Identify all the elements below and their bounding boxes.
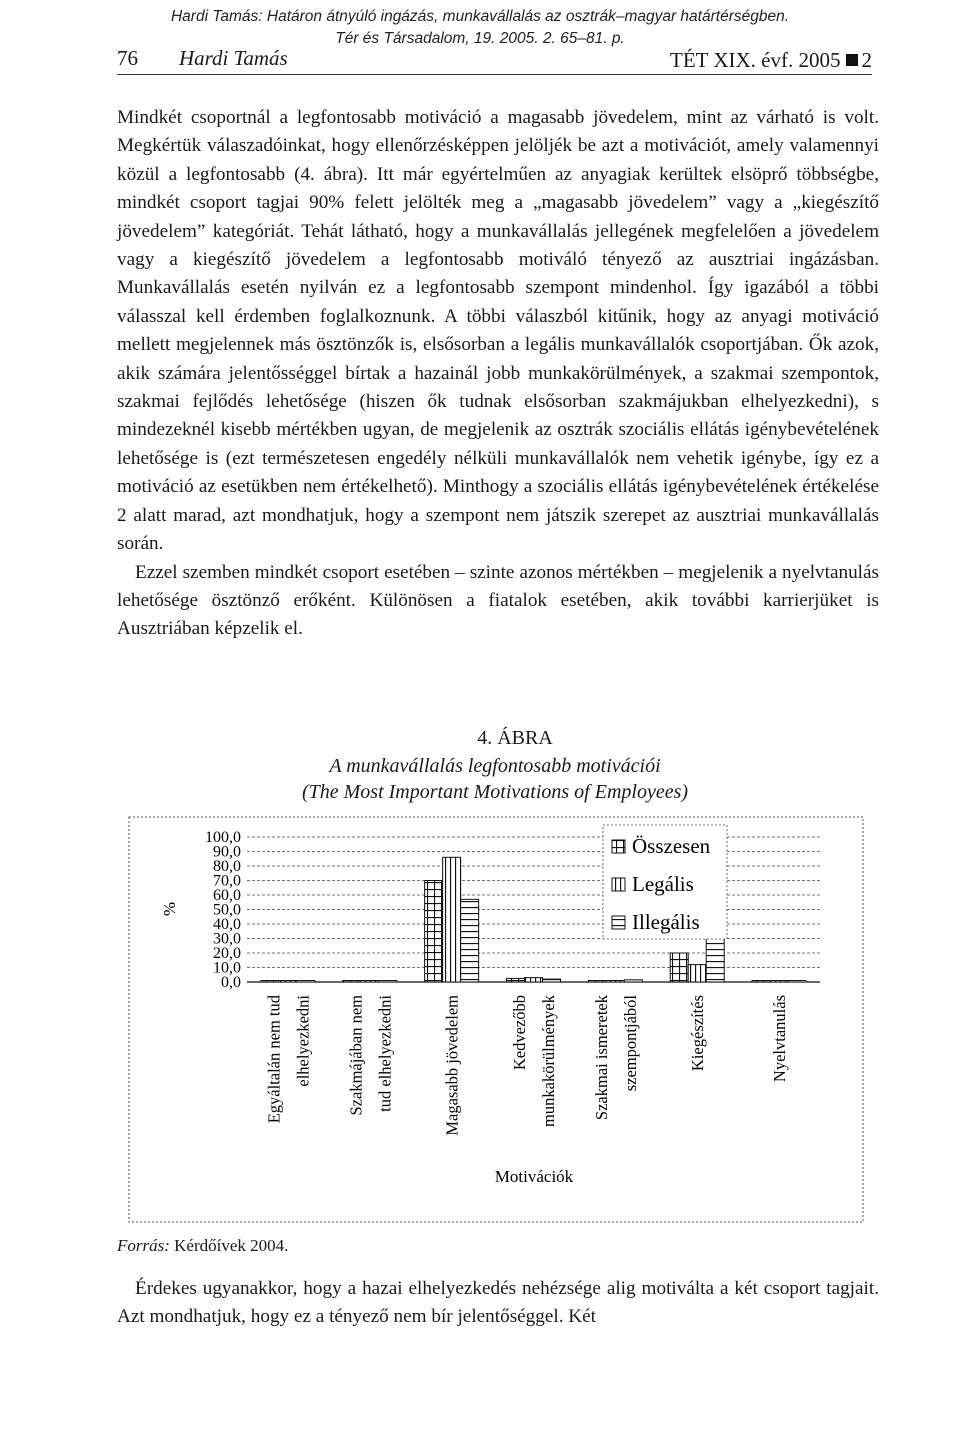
bar (543, 979, 561, 982)
paragraph-3: Érdekes ugyanakkor, hogy a hazai elhelyezkedés nehézsége alig motiválta a két csoport tagjait. Azt mondhatjuk, hogy ez a tényező nem bír jelentőséggel. Két (117, 1278, 879, 1328)
y-tick-label: 60,0 (213, 887, 241, 904)
y-axis-label: % (160, 901, 179, 917)
bar (261, 981, 279, 983)
citation-line-1: Hardi Tamás: Határon átnyúló ingázás, munkavállalás az osztrák–magyar határtérségben. (170, 8, 790, 25)
figure-title-en: (The Most Important Motivations of Employees) (301, 781, 689, 803)
bar (379, 981, 397, 983)
bar (425, 881, 443, 983)
x-category-label: tud elhelyezkedni (375, 995, 395, 1112)
y-tick-labels (205, 829, 241, 991)
bar (706, 939, 724, 983)
y-tick-label: 70,0 (213, 872, 241, 890)
legend-swatch (612, 840, 625, 853)
x-category-label: elhelyezkedni (293, 995, 313, 1087)
bar (670, 953, 688, 982)
journal-issue: 2 (861, 48, 872, 72)
x-category-labels (264, 994, 789, 1135)
bar-chart (0, 805, 960, 1225)
bar (688, 965, 706, 982)
x-category-label: munkakörülmények (539, 995, 558, 1127)
bar (361, 981, 379, 983)
bar (279, 981, 297, 983)
running-header (117, 44, 872, 75)
legend-swatch (612, 916, 625, 929)
bar (297, 981, 315, 983)
square-bullet-icon (846, 54, 858, 66)
x-category-label: Magasabb jövedelem (442, 995, 462, 1136)
legend-swatch (612, 878, 625, 891)
x-category-label: Szakmájában nem (346, 995, 366, 1116)
x-category-label: Kedvezőbb (510, 995, 529, 1071)
figure-source (117, 1236, 288, 1256)
bar (752, 981, 770, 983)
x-axis-label: Motivációk (494, 1167, 574, 1186)
y-tick-label: 20,0 (213, 945, 241, 962)
paragraph-2: Ezzel szemben mindkét csoport esetében – szinte azonos mértékben – megjelenik a nyelvtanulás lehetősége ösztönző erőként. Különösen a fiatalok esetében, akik további karrierjüket is Ausztriában képzelik el. (117, 561, 879, 640)
y-tick-label: 40,0 (213, 916, 241, 933)
figure-number: 4. ÁBRA (477, 727, 553, 749)
y-tick-label: 100,0 (205, 829, 241, 846)
bar (525, 978, 543, 982)
bar (588, 981, 606, 983)
y-tick-label: 80,0 (213, 858, 241, 875)
x-category-label: Kiegészítés (688, 995, 708, 1072)
bar (343, 981, 361, 983)
grid-layer (247, 837, 820, 982)
figure-title-hu: A munkavállalás legfontosabb motivációi (329, 755, 661, 777)
legend-label: Legális (632, 872, 694, 896)
bar (443, 857, 461, 982)
y-tick-label: 30,0 (213, 930, 241, 948)
bar (788, 981, 806, 983)
x-category-label: Szakmai ismeretek (591, 995, 611, 1121)
running-author: Hardi Tamás (179, 46, 288, 70)
y-tick-label: 0,0 (221, 974, 241, 991)
legend-label: Illegális (632, 910, 700, 934)
x-category-label: Egyáltalán nem tud (264, 995, 284, 1124)
paragraph-1: Mindkét csoportnál a legfontosabb motiváció a magasabb jövedelem, mint az várható is volt. Megkértük válaszadóinkat, hogy ellenőrzésképpen jelöljék be azt a motivációt, amely valamennyi közül a legfontosabb (4. ábra). Itt már egyértelműen az anyagiak kerültek elsöprő többségbe, mindkét csoport tagjai 90% felett jelölték meg a „magasabb jövedelem” vagy a „kiegészítő jövedelem” kategóriát. Tehát látható, hogy a munkavállalás jellegének megfelelően a jövedelem vagy a kiegészítő jövedelem a legfontosabb motiváló tényező az ausztriai ingázásban. Munkavállalás esetén nyilván ez a legfontosabb szempont mindenhol. Így igazából a többi válasszal kell érdemben foglalkoznunk. A többi válaszból kitűnik, hogy az anyagi motiváció mellett megjelennek más ösztönzők is, elsősorban a legális munkavállalók csoportjában. Ők azok, akik számára jelentősséggel bírtak a hazainál jobb munkakörülmények, a szakmai szempontok, szakmai fejlődés lehetősége (hiszen ők tudnak elsősorban szakmájukban elhelyezkedni), s mindezeknél kisebb mértékben ugyan, de megjelenik az osztrák szociális ellátás igénybevételének lehetősége is (ezt természetesen engedély nélküli munkavállalók nem vehetik igénybe, így ez a motiváció az esetükben nem értékelhető). Minthogy a szociális ellátás igénybevételének értékelése 2 alatt marad, azt mondhatjuk, hogy a szempont nem játszik szerepet az ausztriai munkavállalás során. (117, 107, 879, 555)
bar (507, 978, 525, 982)
source-label: Forrás: (117, 1236, 170, 1255)
legend-label: Összesen (632, 834, 711, 858)
legend (603, 825, 727, 939)
source-text: Kérdőívek 2004. (174, 1236, 289, 1255)
page-number: 76 (117, 46, 138, 70)
body-text-top (117, 104, 879, 644)
body-text-bottom (117, 1275, 879, 1332)
bar (624, 980, 642, 982)
x-category-label: szempontjából (620, 995, 640, 1092)
y-tick-label: 10,0 (213, 959, 241, 977)
bar (770, 981, 788, 983)
bar (461, 899, 479, 982)
running-journal (670, 48, 872, 73)
x-category-label: Nyelvtanulás (770, 995, 790, 1083)
citation-line-2: Tér és Társadalom, 19. 2005. 2. 65–81. p. (335, 30, 625, 47)
y-tick-label: 50,0 (213, 901, 241, 919)
journal-label: TÉT XIX. évf. 2005 (670, 48, 841, 72)
y-tick-label: 90,0 (213, 843, 241, 861)
bar (606, 981, 624, 983)
